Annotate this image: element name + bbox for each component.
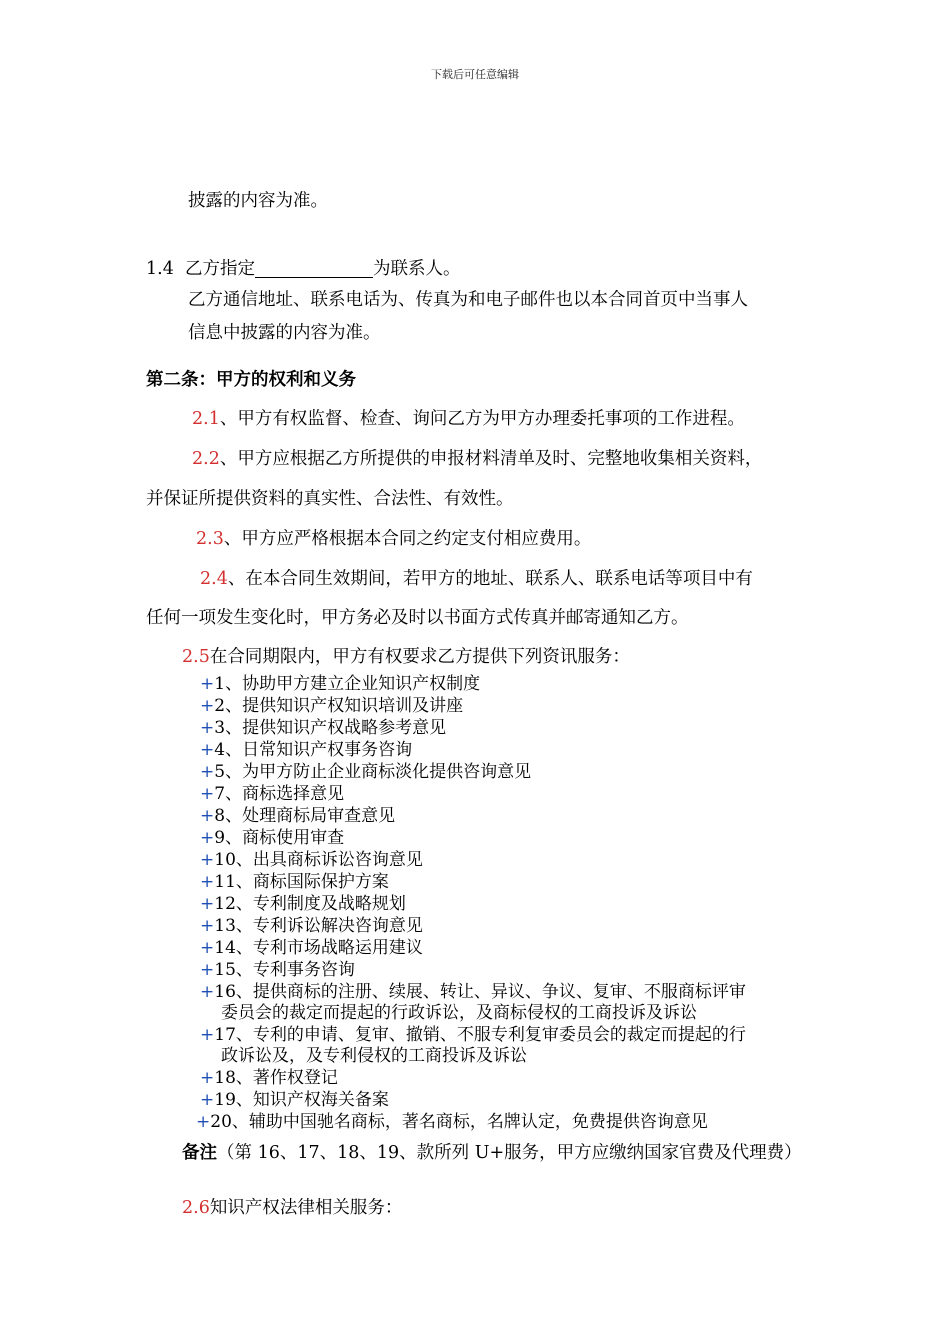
clause-number: 2.3: [196, 529, 224, 549]
clause-number: 1.4: [146, 259, 174, 279]
plus-icon: +: [200, 938, 215, 958]
list-item: +5、为甲方防止企业商标淡化提供咨询意见: [200, 762, 532, 782]
clause-text: 、甲方应严格根据本合同之约定支付相应费用。: [223, 529, 592, 549]
clause-text: 知识产权法律相关服务：: [209, 1198, 403, 1218]
clause-number: 2.6: [182, 1198, 210, 1218]
plus-icon: +: [200, 718, 215, 738]
plus-icon: +: [200, 982, 215, 1002]
list-item: +19、知识产权海关备案: [200, 1090, 389, 1110]
page-header: 下载后可任意编辑: [431, 68, 519, 81]
clause-number: 2.5: [182, 647, 210, 667]
plus-icon: +: [200, 762, 215, 782]
clause-2-2-line2: 并保证所提供资料的真实性、合法性、有效性。: [146, 489, 514, 509]
plus-icon: +: [200, 894, 215, 914]
clause-text: 乙方指定: [184, 259, 255, 279]
clause-2-3: [196, 528, 591, 550]
list-item: +2、提供知识产权知识培训及讲座: [200, 696, 464, 716]
note-text: （第 16、17、18、19、款所列 U+服务，甲方应缴纳国家官费及代理费）: [217, 1143, 802, 1163]
plus-icon: +: [200, 1068, 215, 1088]
clause-text: 、甲方应根据乙方所提供的申报材料清单及时、完整地收集相关资料，: [219, 449, 763, 469]
list-item: +12、专利制度及战略规划: [200, 894, 406, 914]
section-heading: 第二条：甲方的权利和义务: [146, 370, 356, 390]
clause-number: 2.2: [192, 449, 220, 469]
list-item: +7、商标选择意见: [200, 784, 345, 804]
list-item: +1、协助甲方建立企业知识产权制度: [200, 674, 481, 694]
clause-2-2: [192, 448, 762, 470]
clause-text: 、甲方有权监督、检查、询问乙方为甲方办理委托事项的工作进程。: [219, 409, 745, 429]
clause-text: 、在本合同生效期间，若甲方的地址、联系人、联系电话等项目中有: [227, 569, 753, 589]
clause-2-1: [192, 408, 745, 430]
list-item-continuation: 委员会的裁定而提起的行政诉讼，及商标侵权的工商投诉及诉讼: [221, 1003, 697, 1023]
plus-icon: +: [200, 916, 215, 936]
clause-text: 为联系人。: [372, 259, 461, 279]
plus-icon: +: [200, 674, 215, 694]
blank-line: [255, 259, 373, 278]
note: [182, 1142, 802, 1164]
plus-icon: +: [200, 1025, 215, 1045]
clause-2-4: [200, 568, 753, 590]
plus-icon: +: [200, 696, 215, 716]
clause-1-4-line3: 信息中披露的内容为准。: [188, 323, 381, 343]
clause-1-4: [146, 258, 460, 280]
clause-2-4-line2: 任何一项发生变化时，甲方务必及时以书面方式传真并邮寄通知乙方。: [146, 608, 689, 628]
list-item: +16、提供商标的注册、续展、转让、异议、争议、复审、不服商标评审: [200, 982, 746, 1002]
plus-icon: +: [200, 828, 215, 848]
list-item: +11、商标国际保护方案: [200, 872, 389, 892]
plus-icon: +: [200, 784, 215, 804]
clause-1-4-line2: 乙方通信地址、联系电话为、传真为和电子邮件也以本合同首页中当事人: [188, 290, 748, 310]
list-item: +13、专利诉讼解决咨询意见: [200, 916, 423, 936]
list-item: +14、专利市场战略运用建议: [200, 938, 423, 958]
list-item: +18、著作权登记: [200, 1068, 338, 1088]
clause-number: 2.1: [192, 409, 220, 429]
plus-icon: +: [196, 1112, 211, 1132]
list-item: +8、处理商标局审查意见: [200, 806, 396, 826]
list-item: +20、辅助中国驰名商标，著名商标，名牌认定，免费提供咨询意见: [196, 1112, 708, 1132]
list-item: +9、商标使用审查: [200, 828, 345, 848]
clause-2-6: [182, 1197, 402, 1219]
plus-icon: +: [200, 1090, 215, 1110]
paragraph-continuation: 披露的内容为准。: [188, 191, 328, 211]
note-label: 备注: [182, 1143, 217, 1163]
clause-text: 在合同期限内，甲方有权要求乙方提供下列资讯服务：: [209, 647, 630, 667]
plus-icon: +: [200, 872, 215, 892]
list-item-continuation: 政诉讼及，及专利侵权的工商投诉及诉讼: [221, 1046, 527, 1066]
list-item: +15、专利事务咨询: [200, 960, 355, 980]
list-item: +17、专利的申请、复审、撤销、不服专利复审委员会的裁定而提起的行: [200, 1025, 746, 1045]
list-item: +10、出具商标诉讼咨询意见: [200, 850, 423, 870]
list-item: +4、日常知识产权事务咨询: [200, 740, 413, 760]
clause-number: 2.4: [200, 569, 228, 589]
plus-icon: +: [200, 960, 215, 980]
plus-icon: +: [200, 806, 215, 826]
list-item: +3、提供知识产权战略参考意见: [200, 718, 447, 738]
plus-icon: +: [200, 850, 215, 870]
clause-2-5: [182, 646, 630, 668]
plus-icon: +: [200, 740, 215, 760]
